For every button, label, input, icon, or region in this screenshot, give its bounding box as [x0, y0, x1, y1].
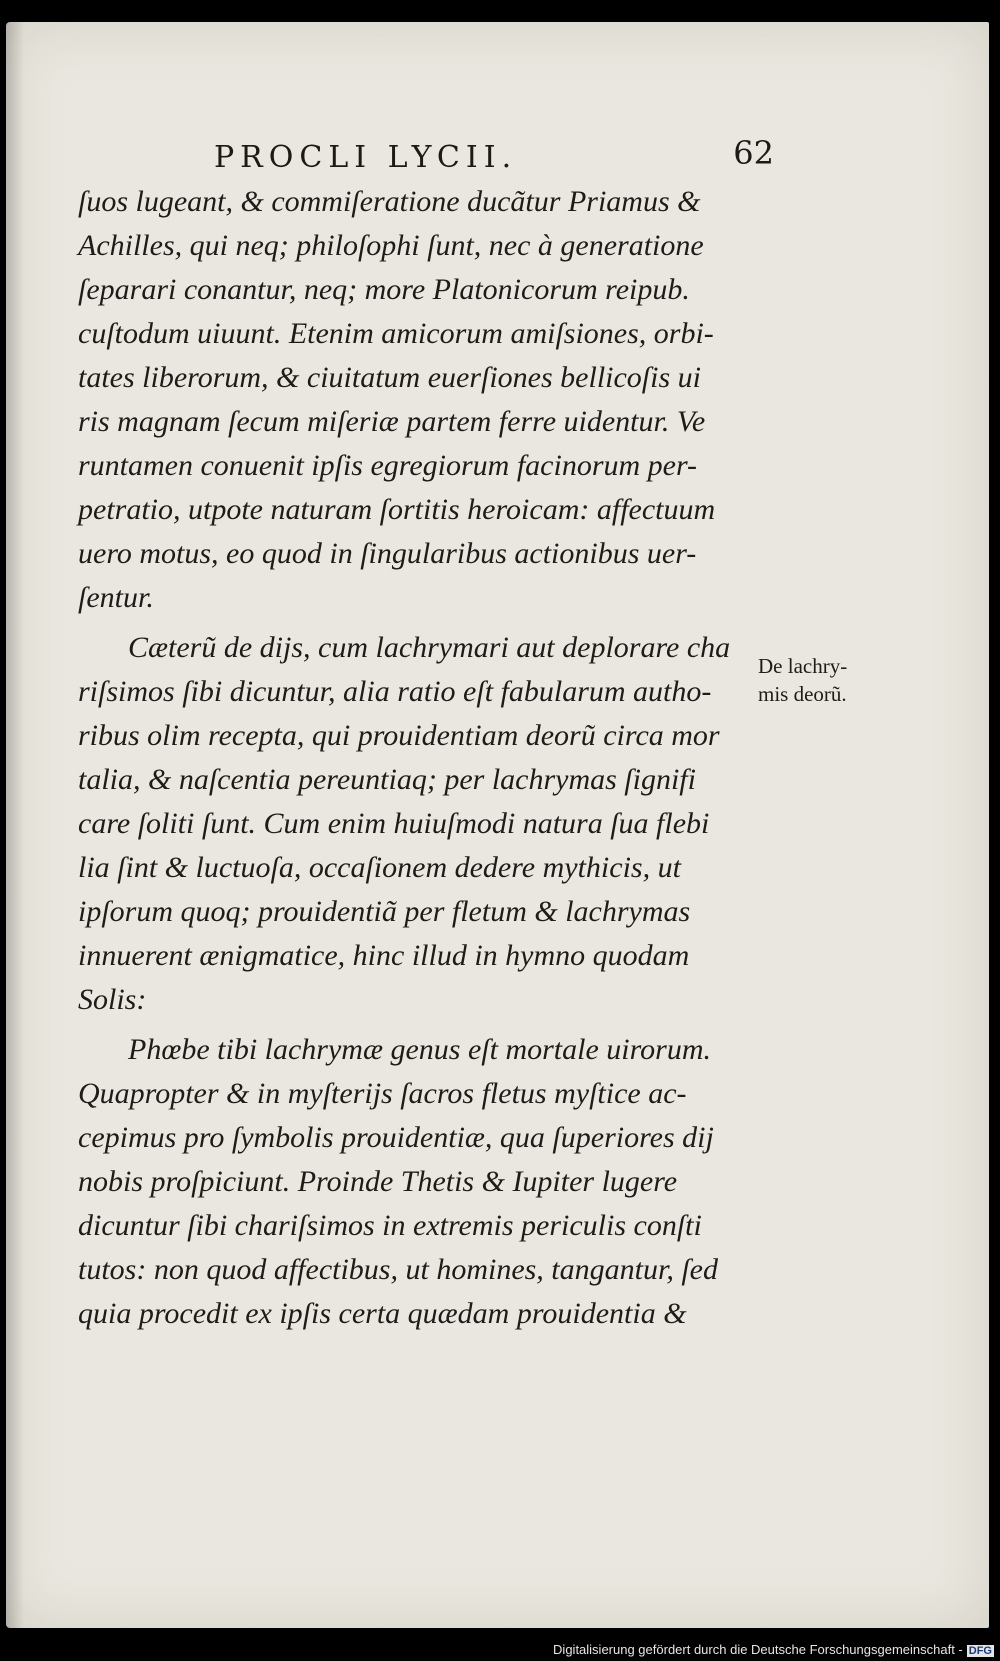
text-line: talia, & naſcentia pereuntiaq; per lachrymas ſignifi	[78, 763, 696, 796]
text-line: Solis:	[78, 983, 147, 1016]
text-line: runtamen conuenit ipſis egregiorum facinorum per-	[78, 449, 698, 482]
credit-text: Digitalisierung gefördert durch die Deutsche Forschungsgemeinschaft -	[553, 1642, 963, 1657]
verse-line: Phœbe tibi lachrymæ genus eſt mortale uirorum.	[128, 1033, 712, 1066]
running-title: PROCLI LYCII.	[214, 140, 518, 175]
book-page	[6, 22, 989, 1628]
text-line: cuſtodum uiuunt. Etenim amicorum amiſsiones, orbi-	[78, 317, 714, 350]
page-number: 62	[733, 134, 774, 172]
text-line: uero motus, eo quod in ſingularibus actionibus uer-	[78, 537, 697, 570]
marginal-note-line: mis deorũ.	[758, 682, 847, 706]
text-line: quia procedit ex ipſis certa quædam prouidentia &	[78, 1297, 687, 1330]
text-line: petratio, utpote naturam ſortitis heroicam: affectuum	[78, 493, 716, 526]
text-line: ſeparari conantur, neq; more Platonicorum reipub.	[78, 273, 690, 306]
text-line: ris magnam ſecum miſeriæ partem ferre uidentur. Ve	[78, 405, 706, 438]
paragraph-start-line: Cæterũ de dijs, cum lachrymari aut deplorare cha	[128, 631, 731, 664]
dfg-logo-icon: DFG	[968, 1645, 992, 1657]
digitization-credit	[553, 1642, 994, 1657]
text-line: tates liberorum, & ciuitatum euerſiones bellicoſis ui	[78, 361, 701, 394]
text-line: Quapropter & in myſterijs ſacros fletus myſtice ac-	[78, 1077, 687, 1110]
text-line: care ſoliti ſunt. Cum enim huiuſmodi natura ſua flebi	[78, 807, 710, 840]
text-line: ribus olim recepta, qui prouidentiam deorũ circa mor	[78, 719, 720, 752]
marginal-note	[758, 652, 888, 708]
text-line: ſuos lugeant, & commiſeratione ducãtur Priamus &	[78, 185, 701, 218]
text-line: cepimus pro ſymbolis prouidentiæ, qua ſuperiores dij	[78, 1121, 714, 1154]
text-line: riſsimos ſibi dicuntur, alia ratio eſt fabularum autho-	[78, 675, 712, 708]
text-line: tutos: non quod affectibus, ut homines, tangantur, ſed	[78, 1253, 718, 1286]
text-line: ipſorum quoq; prouidentiã per fletum & lachrymas	[78, 895, 691, 928]
marginal-note-line: De lachry-	[758, 654, 848, 678]
text-line: Achilles, qui neq; philoſophi ſunt, nec à generatione	[78, 229, 704, 262]
body-text	[78, 180, 758, 1336]
text-line: lia ſint & luctuoſa, occaſionem dedere mythicis, ut	[78, 851, 681, 884]
text-line: innuerent ænigmatice, hinc illud in hymno quodam	[78, 939, 690, 972]
text-line: nobis proſpiciunt. Proinde Thetis & Iupiter lugere	[78, 1165, 678, 1198]
page-header	[214, 122, 774, 182]
text-line: dicuntur ſibi chariſsimos in extremis periculis conſti	[78, 1209, 702, 1242]
text-line: ſentur.	[78, 581, 154, 614]
